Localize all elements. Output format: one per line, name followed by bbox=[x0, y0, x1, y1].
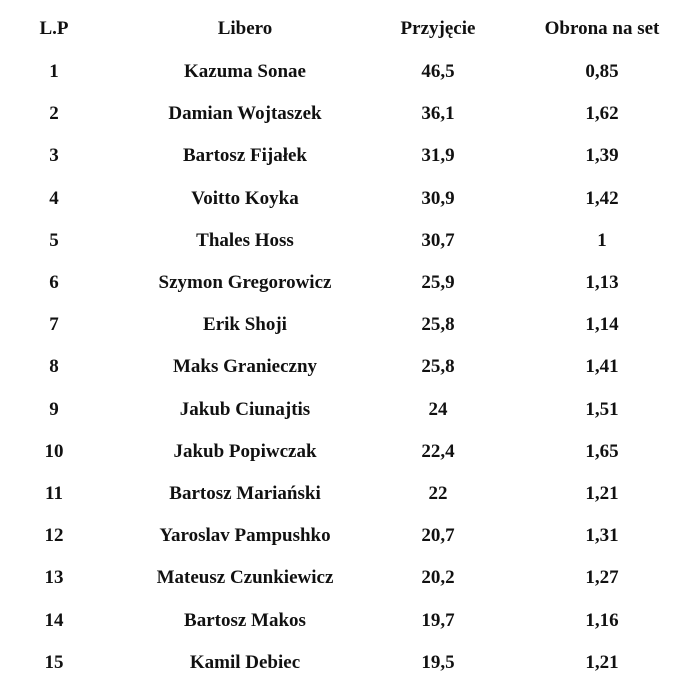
table-row bbox=[0, 648, 678, 678]
row-reception: 46,5 bbox=[421, 61, 455, 82]
row-libero-name: Szymon Gregorowicz bbox=[158, 272, 332, 293]
row-defense: 1,41 bbox=[585, 356, 619, 378]
table-row bbox=[0, 310, 678, 340]
row-lp: 4 bbox=[49, 187, 59, 209]
header-defense: Obrona na set bbox=[544, 18, 660, 39]
header-row bbox=[0, 14, 678, 44]
row-lp: 15 bbox=[44, 651, 64, 673]
table-row bbox=[0, 141, 678, 171]
row-libero-name: Bartosz Makos bbox=[184, 609, 306, 631]
row-libero-name: Bartosz Mariański bbox=[169, 483, 321, 504]
row-lp: 1 bbox=[49, 61, 59, 82]
row-lp: 12 bbox=[44, 525, 64, 547]
table-row bbox=[0, 521, 678, 551]
row-lp: 13 bbox=[44, 567, 64, 589]
table-row bbox=[0, 57, 678, 87]
table-row bbox=[0, 184, 678, 214]
row-libero-name: Kazuma Sonae bbox=[184, 61, 306, 82]
table-row bbox=[0, 99, 678, 129]
table-row bbox=[0, 479, 678, 509]
row-defense: 1,27 bbox=[585, 567, 619, 589]
table-row bbox=[0, 226, 678, 256]
table-row bbox=[0, 563, 678, 593]
row-defense: 1,21 bbox=[585, 483, 619, 504]
row-reception: 20,7 bbox=[421, 525, 455, 547]
row-reception: 31,9 bbox=[421, 145, 455, 167]
row-defense: 1 bbox=[597, 229, 607, 251]
row-libero-name: Damian Wojtaszek bbox=[168, 103, 322, 125]
row-reception: 22,4 bbox=[421, 440, 455, 462]
row-lp: 14 bbox=[44, 609, 64, 631]
table-row bbox=[0, 437, 678, 467]
row-lp: 11 bbox=[45, 483, 63, 504]
row-reception: 19,5 bbox=[421, 651, 455, 673]
row-defense: 1,62 bbox=[585, 103, 619, 125]
row-defense: 1,21 bbox=[585, 651, 619, 673]
row-reception: 25,8 bbox=[421, 314, 455, 336]
row-reception: 19,7 bbox=[421, 609, 455, 631]
row-libero-name: Bartosz Fijałek bbox=[182, 145, 308, 167]
row-defense: 1,13 bbox=[585, 272, 619, 293]
row-reception: 20,2 bbox=[421, 567, 455, 589]
row-lp: 9 bbox=[49, 398, 59, 420]
row-reception: 22 bbox=[428, 483, 448, 504]
row-lp: 8 bbox=[49, 356, 59, 378]
row-lp: 5 bbox=[49, 229, 59, 251]
row-lp: 7 bbox=[49, 314, 59, 336]
row-reception: 36,1 bbox=[421, 103, 455, 125]
row-defense: 1,42 bbox=[585, 187, 619, 209]
row-libero-name: Mateusz Czunkiewicz bbox=[156, 567, 334, 589]
header-lp: L.P bbox=[39, 18, 69, 39]
table-row bbox=[0, 352, 678, 382]
row-defense: 1,51 bbox=[585, 398, 619, 420]
row-defense: 1,14 bbox=[585, 314, 619, 336]
row-defense: 1,16 bbox=[585, 609, 619, 631]
row-libero-name: Voitto Koyka bbox=[191, 187, 299, 209]
row-reception: 25,9 bbox=[421, 272, 455, 293]
row-libero-name: Maks Granieczny bbox=[172, 356, 318, 378]
header-reception: Przyjęcie bbox=[400, 18, 476, 39]
row-reception: 25,8 bbox=[421, 356, 455, 378]
row-lp: 3 bbox=[49, 145, 59, 167]
row-defense: 0,85 bbox=[585, 61, 619, 82]
row-libero-name: Kamil Debiec bbox=[189, 651, 301, 673]
row-reception: 30,9 bbox=[421, 187, 455, 209]
row-lp: 6 bbox=[49, 272, 59, 293]
header-libero: Libero bbox=[217, 18, 273, 39]
row-reception: 30,7 bbox=[421, 229, 455, 251]
row-reception: 24 bbox=[428, 398, 448, 420]
row-libero-name: Jakub Ciunajtis bbox=[179, 398, 311, 420]
row-libero-name: Erik Shoji bbox=[203, 314, 287, 336]
row-libero-name: Yaroslav Pampushko bbox=[159, 525, 331, 547]
row-defense: 1,39 bbox=[585, 145, 619, 167]
row-defense: 1,65 bbox=[585, 440, 619, 462]
row-libero-name: Thales Hoss bbox=[196, 229, 294, 251]
row-libero-name: Jakub Popiwczak bbox=[173, 440, 317, 462]
table-row bbox=[0, 395, 678, 425]
table-row bbox=[0, 606, 678, 636]
row-lp: 2 bbox=[49, 103, 59, 125]
row-defense: 1,31 bbox=[585, 525, 619, 547]
table-row bbox=[0, 268, 678, 298]
row-lp: 10 bbox=[44, 440, 64, 462]
